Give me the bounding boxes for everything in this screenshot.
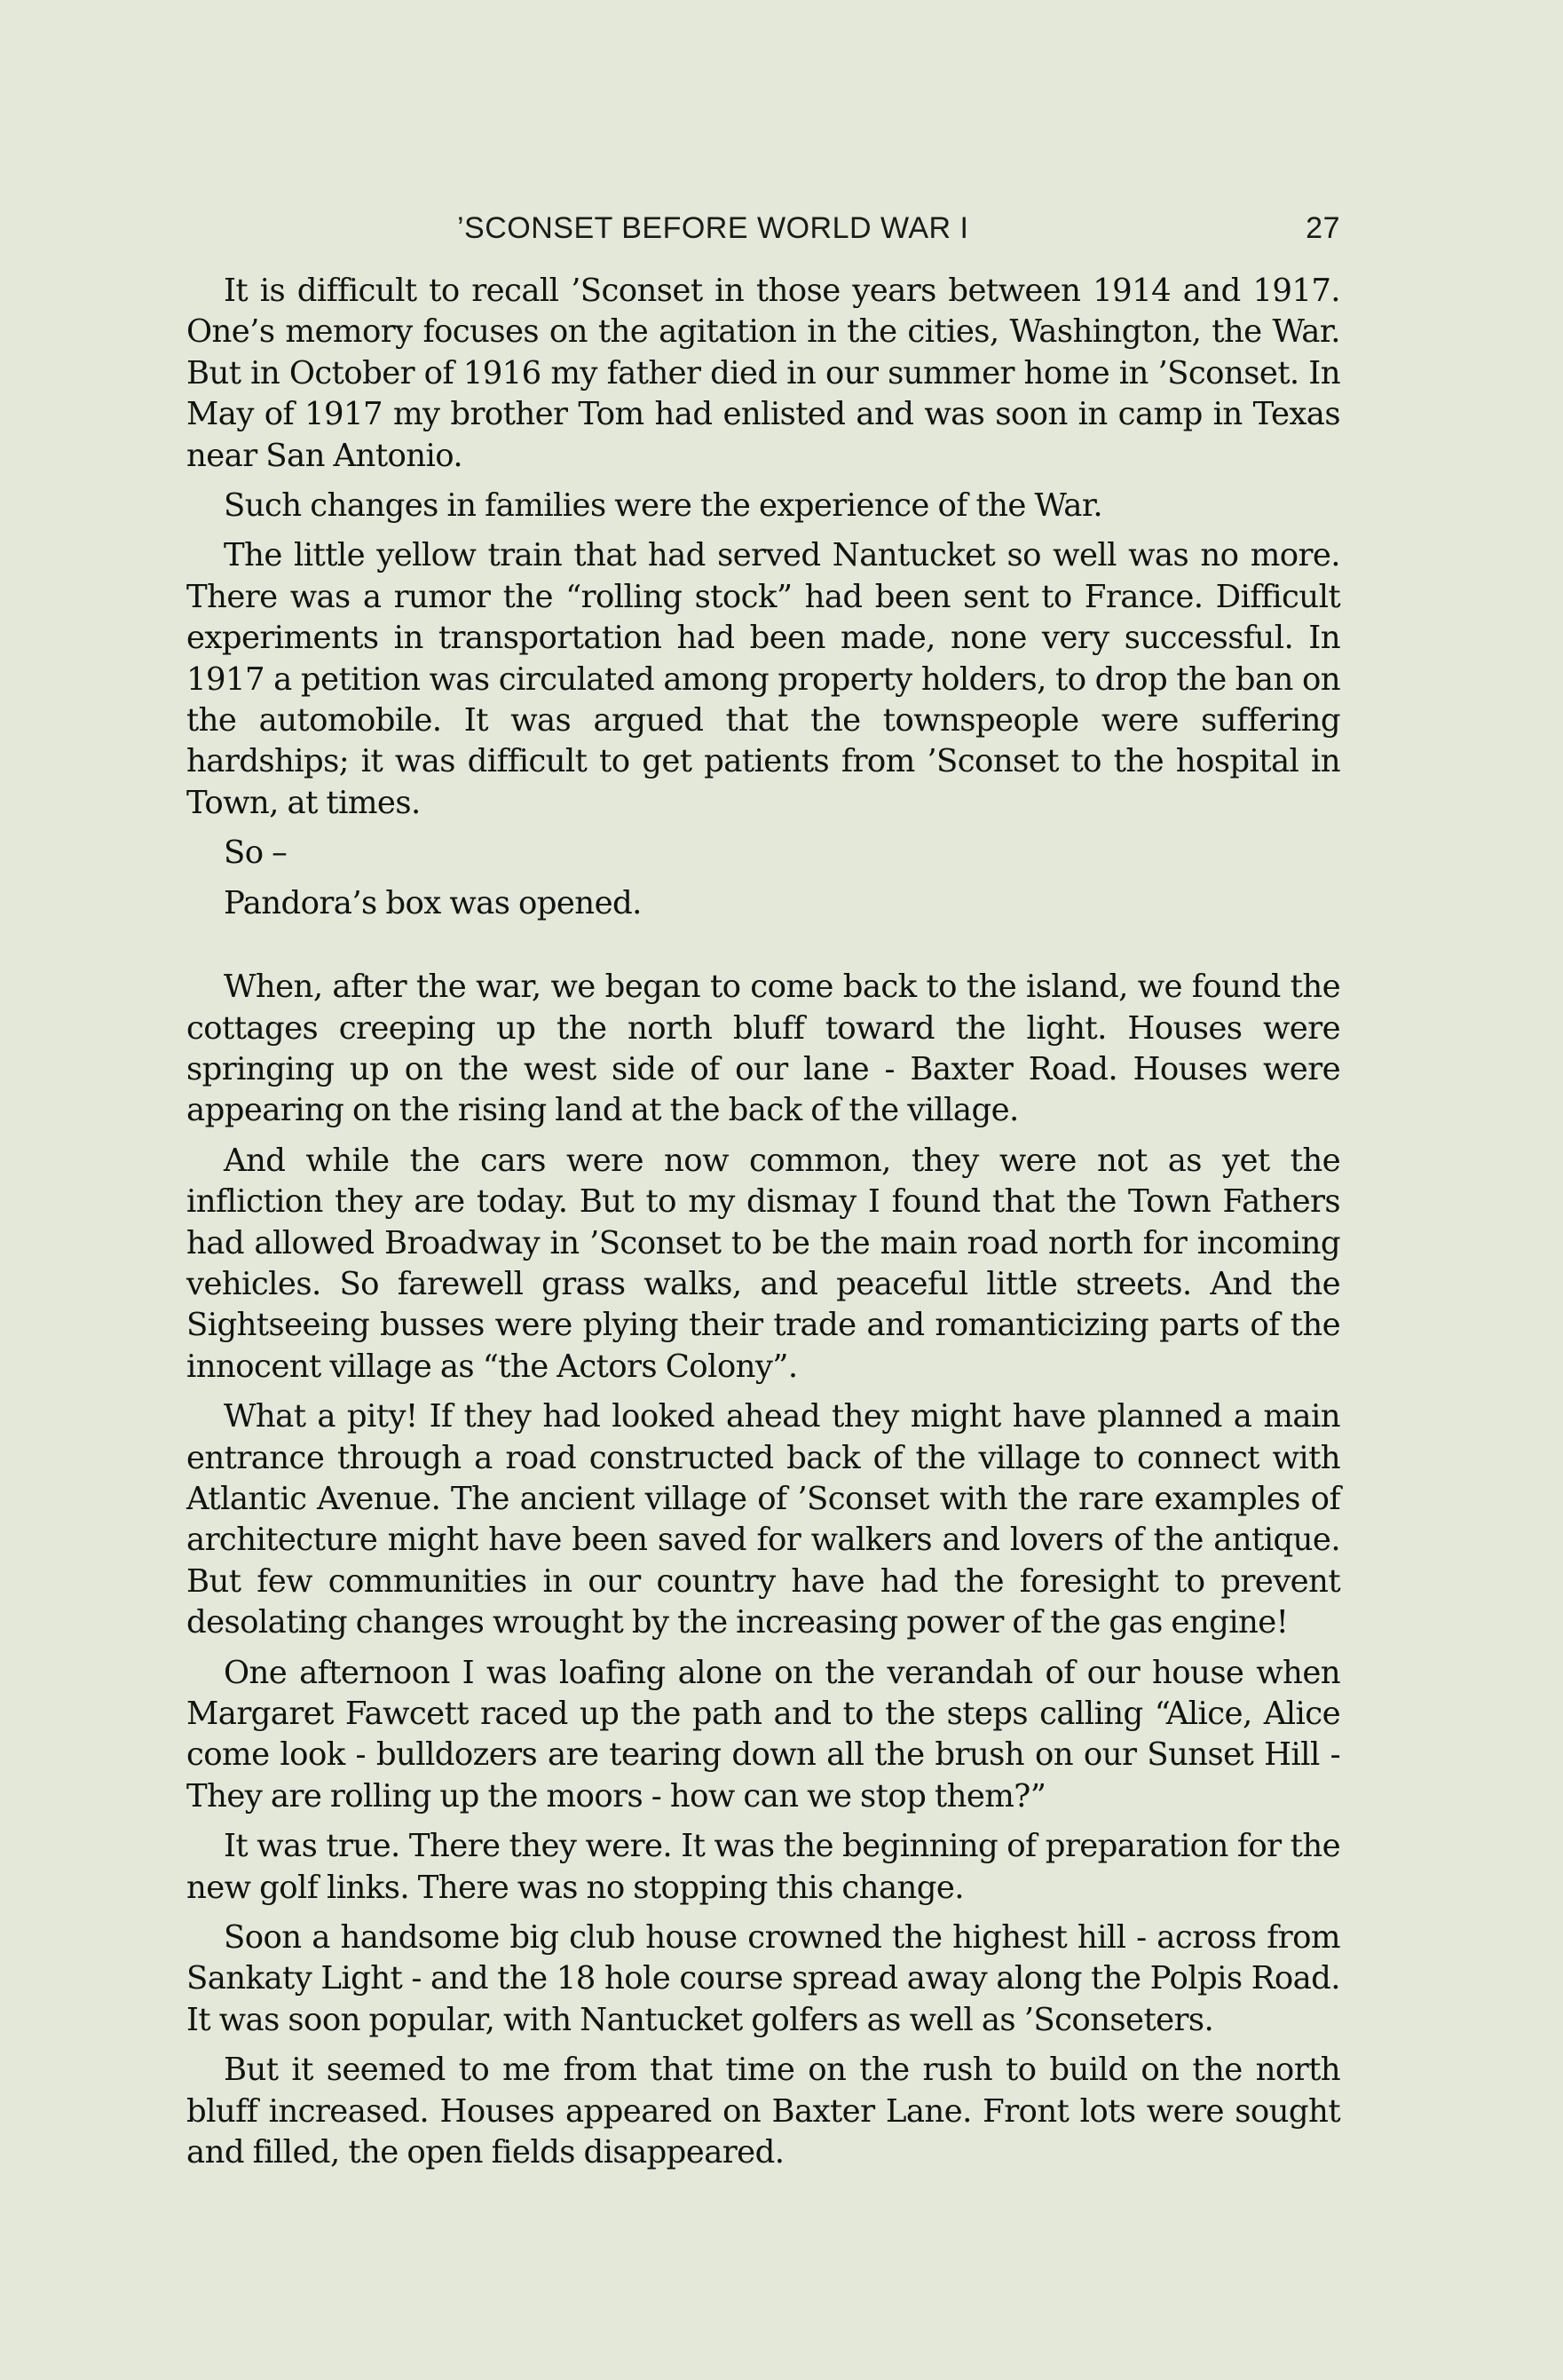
paragraph: What a pity! If they had looked ahead they might have planned a main entrance through a road constructed back of the village to connect with Atlantic Avenue. The ancient village of ’Sconset with the rare examples of architecture might have been saved for walkers and lovers of the antique. But few communities in our country have had the foresight to prevent desolating changes wrought by the increasing power of the gas engine!: [186, 1398, 1340, 1641]
running-head: [186, 211, 1340, 256]
body-text: [186, 271, 1340, 2173]
paragraph: When, after the war, we began to come back to the island, we found the cottages creeping up the north bluff toward the light. Houses were springing up on the west side of our lane - Baxter Road. Houses were appearing on the rising land at the back of the village.: [186, 969, 1340, 1129]
paragraph: Such changes in families were the experience of the War.: [224, 487, 1103, 525]
paragraph: Pandora’s box was opened.: [224, 884, 642, 921]
paragraph: But it seemed to me from that time on the rush to build on the north bluff increased. Houses appeared on Baxter Lane. Front lots were sought and filled, the open fields disappeared.: [186, 2052, 1340, 2171]
paragraph: Soon a handsome big club house crowned the highest hill - across from Sankaty Light - and the 18 hole course spread away along the Polpis Road. It was soon popular, with Nantucket golfers as well as ’Sconseters.: [186, 1919, 1340, 2038]
paragraph: The little yellow train that had served Nantucket so well was no more. There was a rumor the “rolling stock” had been sent to France. Difficult experiments in transportation had been made, none very successful. In 1917 a petition was circulated among property holders, to drop the ban on the automobile. It was argued that the townspeople were suffering hardships; it was difficult to get patients from ’Sconset to the hospital in Town, at times.: [186, 537, 1340, 821]
paragraph: And while the cars were now common, they were not as yet the infliction they are today. But to my dismay I found that the Town Fathers had allowed Broadway in ’Sconset to be the main road north for incoming vehicles. So farewell grass walks, and peaceful little streets. And the Sightseeing busses were plying their trade and romanticizing parts of the innocent village as “the Actors Colony”.: [186, 1142, 1340, 1385]
paragraph: It was true. There they were. It was the beginning of preparation for the new golf links. There was no stopping this change.: [186, 1828, 1340, 1906]
paragraph: It is difficult to recall ’Sconset in those years between 1914 and 1917. One’s memory focuses on the agitation in the cities, Washington, the War. But in October of 1916 my father died in our summer home in ’Sconset. In May of 1917 my brother Tom had enlisted and was soon in camp in Texas near San Antonio.: [186, 273, 1340, 474]
running-title: ’SCONSET BEFORE WORLD WAR I: [457, 211, 969, 245]
paragraph: One afternoon I was loafing alone on the verandah of our house when Margaret Fawcett raced up the path and to the steps calling “Alice, Alice come look - bulldozers are tearing down all the brush on our Sunset Hill - They are rolling up the moors - how can we stop them?”: [186, 1654, 1340, 1815]
page-number: 27: [1306, 211, 1340, 245]
paragraph: So –: [224, 834, 288, 872]
